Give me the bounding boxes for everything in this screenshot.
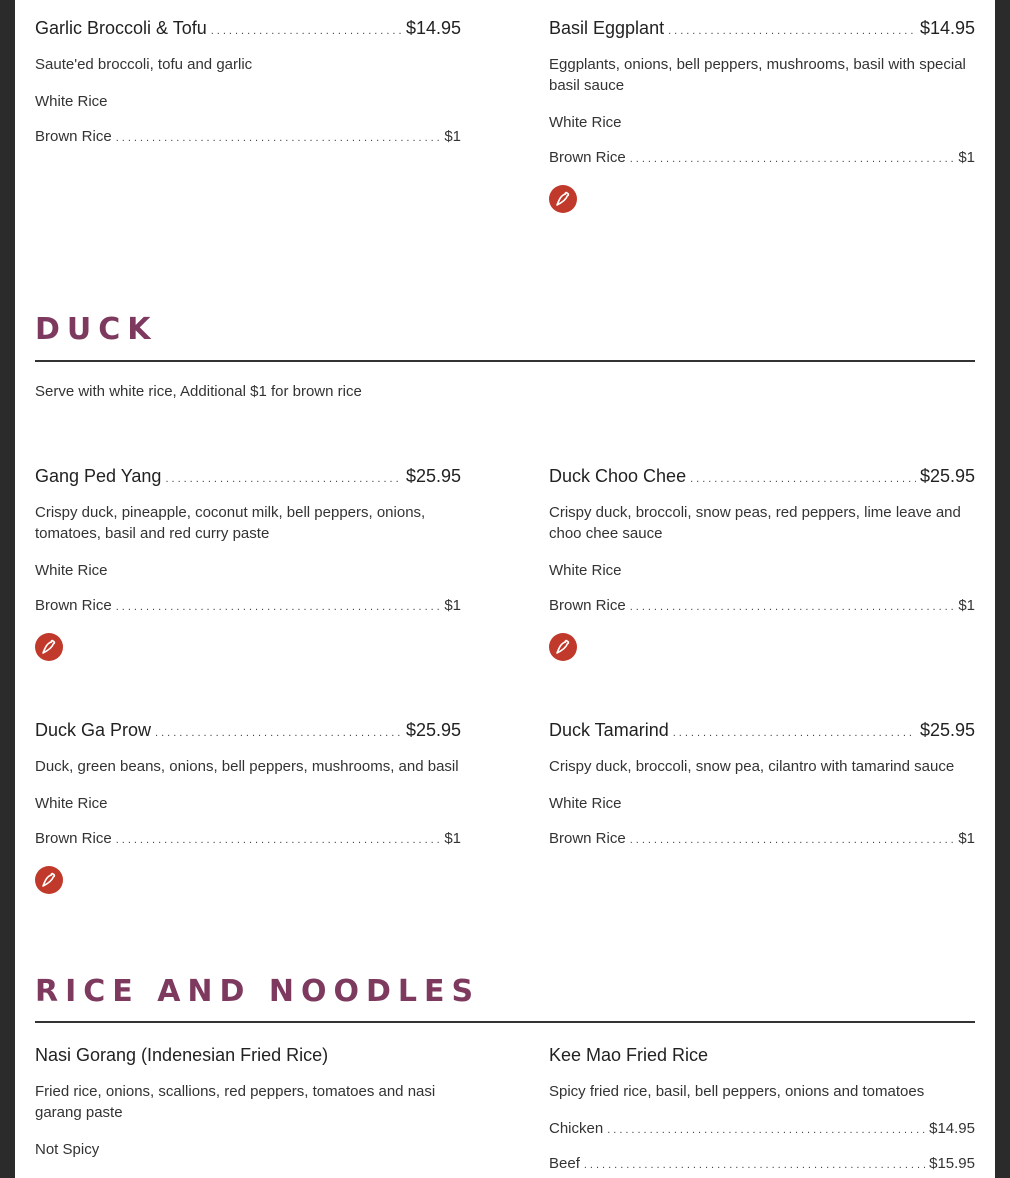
option-price: $14.95 [929, 1120, 975, 1137]
dot-leader [668, 25, 916, 37]
menu-item [549, 466, 975, 661]
option-row [549, 1155, 975, 1175]
option-label: White Rice [35, 93, 108, 110]
item-description: Crispy duck, broccoli, snow peas, red peppers, lime leave and choo chee sauce [549, 504, 961, 542]
option-label: White Rice [35, 795, 108, 812]
item-description: Saute'ed broccoli, tofu and garlic [35, 56, 253, 73]
dot-leader [165, 473, 401, 485]
item-price: $25.95 [405, 720, 461, 740]
option-row [549, 830, 975, 850]
option-label: Brown Rice [35, 128, 112, 145]
option-row [35, 597, 461, 617]
option-label: Brown Rice [549, 830, 626, 847]
item-title-row [35, 18, 461, 42]
option-price: $1 [958, 830, 975, 847]
option-row [35, 128, 461, 148]
chili-pepper-icon [35, 866, 63, 894]
option-row [549, 114, 975, 134]
option-label: Brown Rice [35, 597, 112, 614]
item-price: $25.95 [919, 720, 975, 740]
item-description: Crispy duck, broccoli, snow pea, cilantro with tamarind sauce [549, 758, 955, 775]
item-name: Garlic Broccoli & Tofu [35, 18, 207, 38]
option-price: $1 [958, 149, 975, 166]
item-price: $25.95 [405, 466, 461, 486]
item-title-row [549, 18, 975, 42]
section-note: Serve with white rice, Additional $1 for brown rice [35, 383, 362, 400]
item-name: Basil Eggplant [549, 18, 665, 38]
chili-pepper-icon [549, 633, 577, 661]
option-row [549, 562, 975, 582]
dot-leader [116, 601, 441, 613]
menu-item [549, 18, 975, 213]
item-description: Crispy duck, pineapple, coconut milk, bell peppers, onions, tomatoes, basil and red curry paste [35, 504, 426, 542]
option-label: White Rice [549, 562, 622, 579]
menu-item [35, 1045, 461, 1161]
menu-item [549, 720, 975, 850]
option-price: $1 [958, 597, 975, 614]
option-row [35, 1141, 461, 1161]
dot-leader [690, 473, 916, 485]
item-name: Gang Ped Yang [35, 466, 162, 486]
item-title-row [35, 1045, 461, 1069]
dot-leader [155, 727, 402, 739]
item-title-row [549, 1045, 975, 1069]
item-name: Kee Mao Fried Rice [549, 1045, 709, 1065]
dot-leader [211, 25, 402, 37]
menu-item [35, 466, 461, 661]
item-price: $14.95 [405, 18, 461, 38]
dot-leader [584, 1159, 925, 1171]
dot-leader [607, 1124, 925, 1136]
option-price: $1 [444, 830, 461, 847]
option-row [549, 795, 975, 815]
item-name: Nasi Gorang (Indenesian Fried Rice) [35, 1045, 329, 1065]
item-price: $14.95 [919, 18, 975, 38]
option-row [549, 597, 975, 617]
menu-page [15, 0, 995, 1178]
dot-leader [116, 132, 441, 144]
option-row [35, 795, 461, 815]
item-price: $25.95 [919, 466, 975, 486]
option-label: Brown Rice [35, 830, 112, 847]
dot-leader [116, 834, 441, 846]
chili-pepper-icon [35, 633, 63, 661]
item-name: Duck Choo Chee [549, 466, 687, 486]
menu-item [549, 1045, 975, 1175]
option-label: Beef [549, 1155, 580, 1172]
option-label: White Rice [549, 795, 622, 812]
section-title-duck: DUCK [35, 312, 158, 347]
section-title-rice-and-noodles: RICE AND NOODLES [35, 974, 481, 1009]
item-title-row [549, 466, 975, 490]
item-title-row [549, 720, 975, 744]
dot-leader [673, 727, 916, 739]
item-name: Duck Tamarind [549, 720, 669, 740]
option-label: Not Spicy [35, 1141, 100, 1158]
option-price: $1 [444, 128, 461, 145]
option-row [549, 149, 975, 169]
option-label: Chicken [549, 1120, 604, 1137]
item-description: Duck, green beans, onions, bell peppers, mushrooms, and basil [35, 758, 459, 775]
option-price: $15.95 [929, 1155, 975, 1172]
menu-item [35, 18, 461, 148]
dot-leader [630, 834, 955, 846]
chili-pepper-icon [549, 185, 577, 213]
section-divider [35, 1021, 975, 1023]
option-row [35, 562, 461, 582]
option-row [549, 1120, 975, 1140]
item-description: Eggplants, onions, bell peppers, mushrooms, basil with special basil sauce [549, 56, 966, 94]
option-label: Brown Rice [549, 597, 626, 614]
dot-leader [630, 153, 955, 165]
item-title-row [35, 720, 461, 744]
option-row [35, 93, 461, 113]
menu-item [35, 720, 461, 894]
item-description: Fried rice, onions, scallions, red peppers, tomatoes and nasi garang paste [35, 1083, 436, 1121]
option-row [35, 830, 461, 850]
item-title-row [35, 466, 461, 490]
option-label: White Rice [549, 114, 622, 131]
option-label: Brown Rice [549, 149, 626, 166]
option-label: White Rice [35, 562, 108, 579]
section-divider [35, 360, 975, 362]
item-name: Duck Ga Prow [35, 720, 152, 740]
dot-leader [630, 601, 955, 613]
item-description: Spicy fried rice, basil, bell peppers, onions and tomatoes [549, 1083, 925, 1100]
option-price: $1 [444, 597, 461, 614]
